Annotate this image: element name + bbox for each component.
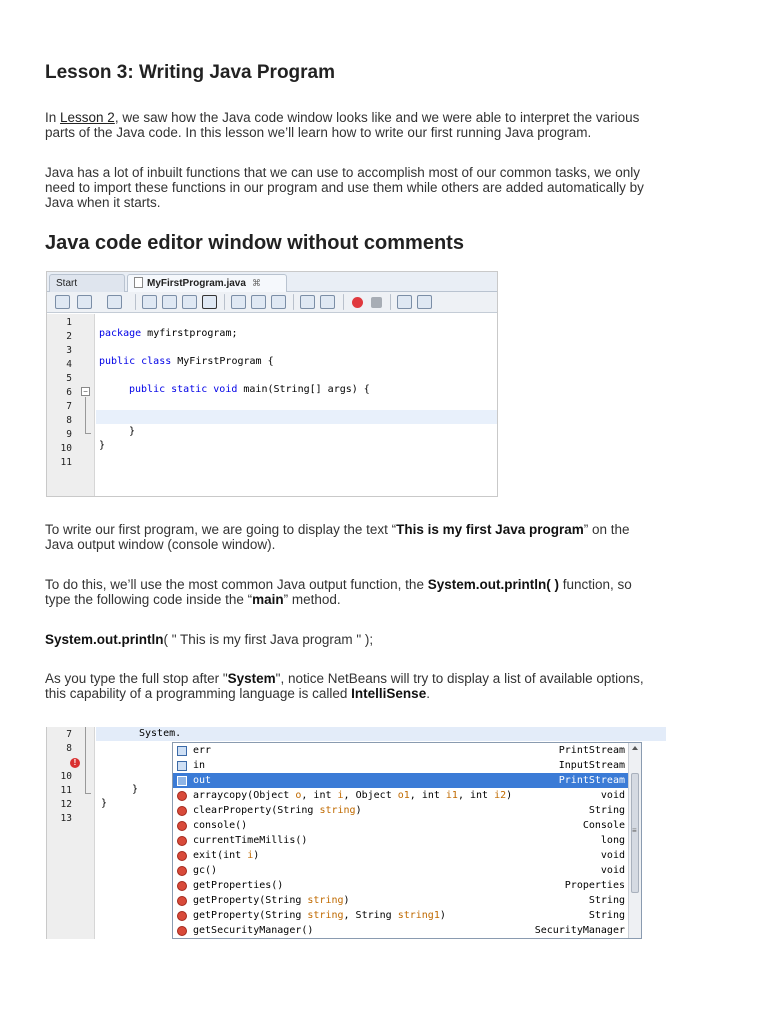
code-line-close-class: } bbox=[101, 798, 108, 809]
first-program-paragraph: To write our first program, we are going to display the text “This is my first Java program” on the Java output window (console window). bbox=[45, 522, 725, 552]
println-paragraph: To do this, we’ll use the most common Java output function, the System.out.println( ) function, so type the following code inside the “main” method. bbox=[45, 577, 632, 607]
method-icon bbox=[177, 866, 187, 876]
line-number-gutter bbox=[47, 727, 95, 939]
line-number: 3 bbox=[66, 345, 72, 356]
toolbar-divider bbox=[343, 294, 344, 310]
forward-icon[interactable] bbox=[107, 295, 122, 309]
line-number: 7 bbox=[66, 401, 72, 412]
completion-item[interactable]: in InputStream bbox=[173, 758, 629, 773]
current-line-highlight bbox=[96, 410, 497, 424]
bold-text: System bbox=[227, 671, 276, 686]
bold-text: System.out.println bbox=[45, 632, 164, 647]
code-line-package: package myfirstprogram; bbox=[99, 328, 238, 339]
first-program-line2: Java output window (console window). bbox=[45, 537, 276, 552]
close-icon[interactable]: ⌘ bbox=[251, 278, 261, 288]
fold-guide bbox=[85, 727, 86, 793]
field-icon bbox=[177, 746, 187, 756]
line-number: 8 bbox=[66, 415, 72, 426]
tab-start-page[interactable]: Start bbox=[49, 274, 125, 292]
line-number: 10 bbox=[60, 771, 72, 782]
method-icon bbox=[177, 911, 187, 921]
intro-paragraph bbox=[45, 110, 725, 140]
bold-text: IntelliSense bbox=[351, 686, 427, 701]
next-bookmark-icon[interactable] bbox=[251, 295, 266, 309]
code-snippet: System.out.println( " This is my first Java program " ); bbox=[45, 632, 374, 647]
line-number: 5 bbox=[66, 373, 72, 384]
completion-item[interactable]: err PrintStream bbox=[173, 743, 629, 758]
code-editor-screenshot bbox=[46, 271, 498, 497]
method-icon bbox=[177, 791, 187, 801]
current-line-highlight bbox=[96, 727, 666, 741]
method-icon bbox=[177, 926, 187, 936]
source-history-icon[interactable] bbox=[55, 295, 70, 309]
toggle-highlight-icon[interactable] bbox=[202, 295, 217, 309]
completion-item[interactable]: gc() void bbox=[173, 863, 629, 878]
functions-line2: need to import these functions in our program and use them while others are added automatically by bbox=[45, 180, 644, 195]
line-number: 8 bbox=[66, 743, 72, 754]
line-number: 10 bbox=[60, 443, 72, 454]
code-completion-popup[interactable] bbox=[172, 742, 642, 939]
line-number: 13 bbox=[60, 813, 72, 824]
method-icon bbox=[177, 836, 187, 846]
fold-guide-end bbox=[85, 793, 91, 794]
field-icon bbox=[177, 776, 187, 786]
completion-item[interactable]: currentTimeMillis() long bbox=[173, 833, 629, 848]
completion-item[interactable]: clearProperty(String string) String bbox=[173, 803, 629, 818]
code-line-main: public static void main(String[] args) { bbox=[129, 384, 370, 395]
intro-line2: parts of the Java code. In this lesson we’ll learn how to write our first running Java program. bbox=[45, 125, 592, 140]
toolbar-divider bbox=[390, 294, 391, 310]
shift-left-icon[interactable] bbox=[300, 295, 315, 309]
method-icon bbox=[177, 896, 187, 906]
line-number: 4 bbox=[66, 359, 72, 370]
line-number: 9 bbox=[66, 429, 72, 440]
back-icon[interactable] bbox=[77, 295, 92, 309]
completion-item[interactable]: getSecurityManager() SecurityManager bbox=[173, 923, 629, 938]
toggle-bookmark-icon[interactable] bbox=[271, 295, 286, 309]
comment-icon[interactable] bbox=[397, 295, 412, 309]
intro-line1: , we saw how the Java code window looks like and we were able to interpret the various bbox=[114, 110, 640, 125]
fold-guide-end bbox=[85, 433, 91, 434]
section-heading: Java code editor window without comments bbox=[45, 232, 464, 254]
functions-line1: Java has a lot of inbuilt functions that we can use to accomplish most of our common tasks, we only bbox=[45, 165, 641, 180]
method-icon bbox=[177, 821, 187, 831]
method-icon bbox=[177, 851, 187, 861]
find-previous-icon[interactable] bbox=[162, 295, 177, 309]
line-number: 11 bbox=[60, 785, 72, 796]
code-line-close-class: } bbox=[99, 440, 106, 451]
method-icon bbox=[177, 881, 187, 891]
line-number: 2 bbox=[66, 331, 72, 342]
fold-toggle-icon[interactable]: − bbox=[81, 387, 90, 396]
line-number: 1 bbox=[66, 317, 72, 328]
bold-text: This is my first Java program bbox=[396, 522, 584, 537]
line-number: 12 bbox=[60, 799, 72, 810]
lesson-2-link[interactable]: Lesson 2 bbox=[60, 110, 115, 125]
code-line-class: public class MyFirstProgram { bbox=[99, 356, 274, 367]
completion-item[interactable]: getProperty(String string, String string1) String bbox=[173, 908, 629, 923]
scroll-up-icon[interactable] bbox=[632, 746, 638, 750]
error-icon[interactable]: ! bbox=[70, 758, 80, 768]
stop-macro-icon[interactable] bbox=[371, 297, 382, 308]
line-number: 6 bbox=[66, 387, 72, 398]
java-file-icon bbox=[134, 277, 143, 288]
code-line-close-main: } bbox=[129, 426, 136, 437]
functions-paragraph bbox=[45, 165, 725, 210]
functions-line3: Java when it starts. bbox=[45, 195, 161, 210]
toolbar-divider bbox=[224, 294, 225, 310]
line-number: 11 bbox=[60, 457, 72, 468]
previous-bookmark-icon[interactable] bbox=[231, 295, 246, 309]
find-icon[interactable] bbox=[142, 295, 157, 309]
intellisense-paragraph: As you type the full stop after "System", notice NetBeans will try to display a list of available options, this capability of a programming language is called IntelliSense. bbox=[45, 671, 644, 701]
field-icon bbox=[177, 761, 187, 771]
shift-right-icon[interactable] bbox=[320, 295, 335, 309]
code-line-system: System. bbox=[139, 728, 182, 739]
completion-item[interactable]: arraycopy(Object o, int i, Object o1, int i1, int i2) void bbox=[173, 788, 629, 803]
method-icon bbox=[177, 806, 187, 816]
completion-item[interactable]: getProperties() Properties bbox=[173, 878, 629, 893]
scroll-grip-icon: ≡ bbox=[632, 826, 637, 835]
toolbar-divider bbox=[135, 294, 136, 310]
find-next-icon[interactable] bbox=[182, 295, 197, 309]
tab-myfirstprogram[interactable]: MyFirstProgram.java ⌘ bbox=[127, 274, 287, 292]
editor-tab-bar bbox=[47, 272, 497, 292]
line-number-gutter bbox=[47, 314, 95, 496]
editor-toolbar bbox=[47, 292, 497, 313]
toolbar-divider bbox=[293, 294, 294, 310]
completion-scrollbar[interactable] bbox=[628, 743, 641, 939]
intellisense-screenshot bbox=[46, 727, 666, 939]
completion-item[interactable]: console() Console bbox=[173, 818, 629, 833]
bold-text: System.out.println( ) bbox=[427, 577, 559, 592]
completion-item-selected[interactable]: out PrintStream bbox=[173, 773, 629, 788]
completion-item[interactable]: exit(int i) void bbox=[173, 848, 629, 863]
page-title: Lesson 3: Writing Java Program bbox=[45, 62, 336, 83]
bold-text: main bbox=[252, 592, 284, 607]
intro-prefix: In bbox=[45, 110, 61, 125]
start-macro-icon[interactable] bbox=[352, 297, 363, 308]
fold-guide bbox=[85, 397, 86, 433]
line-number: 7 bbox=[66, 729, 72, 740]
uncomment-icon[interactable] bbox=[417, 295, 432, 309]
code-line-close-main: } bbox=[132, 784, 139, 795]
completion-item[interactable]: getProperty(String string) String bbox=[173, 893, 629, 908]
